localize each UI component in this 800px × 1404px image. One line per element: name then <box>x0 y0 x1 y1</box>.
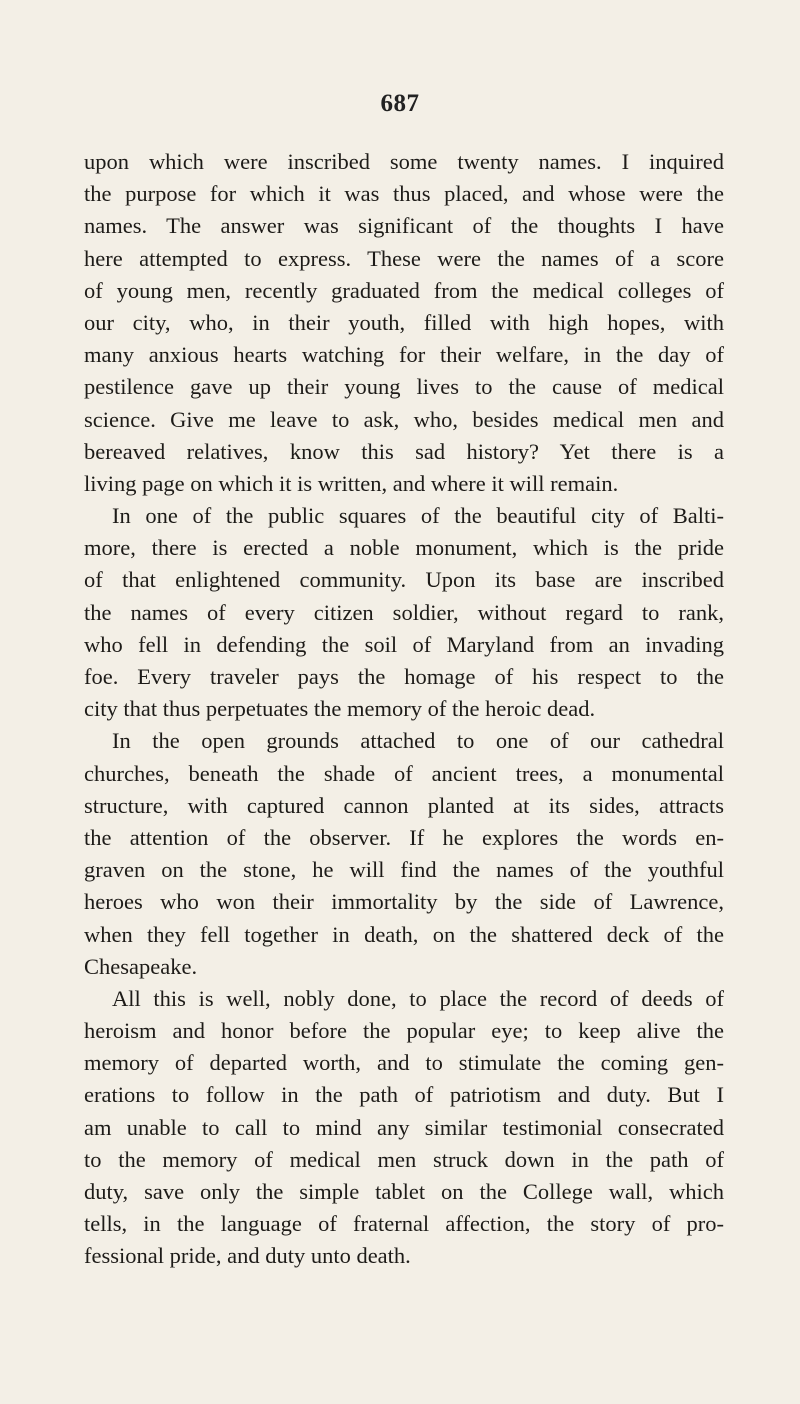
text-line: am unable to call to mind any similar testimonial consecrated <box>84 1114 724 1140</box>
text-line: graven on the stone, he will find the names of the youthful <box>84 857 724 883</box>
text-line: In one of the public squares of the beautiful city of Balti- <box>112 503 724 529</box>
text-line: the names of every citizen soldier, without regard to rank, <box>84 599 724 625</box>
text-line: Chesapeake. <box>84 953 198 979</box>
text-line: the purpose for which it was thus placed, and whose were the <box>84 181 724 207</box>
text-line: of young men, recently graduated from the medical colleges of <box>84 277 724 303</box>
text-line: heroes who won their immortality by the side of Lawrence, <box>84 889 724 915</box>
text-line: the attention of the observer. If he explores the words en- <box>84 824 724 850</box>
text-line: more, there is erected a noble monument, which is the pride <box>84 535 724 561</box>
text-line: heroism and honor before the popular eye; to keep alive the <box>84 1018 724 1044</box>
text-line: our city, who, in their youth, filled with high hopes, with <box>84 309 724 335</box>
text-line: many anxious hearts watching for their welfare, in the day of <box>84 342 724 368</box>
text-line: of that enlightened community. Upon its base are inscribed <box>84 567 724 593</box>
text-line: who fell in defending the soil of Maryland from an invading <box>84 631 724 657</box>
text-line: fessional pride, and duty unto death. <box>84 1243 411 1269</box>
text-line: structure, with captured cannon planted at its sides, attracts <box>84 792 724 818</box>
text-line: erations to follow in the path of patriotism and duty. But I <box>84 1082 724 1108</box>
text-line: to the memory of medical men struck down in the path of <box>84 1146 724 1172</box>
text-line: living page on which it is written, and where it will remain. <box>84 470 619 496</box>
text-line: tells, in the language of fraternal affection, the story of pro- <box>84 1211 724 1237</box>
text-line: bereaved relatives, know this sad history? Yet there is a <box>84 438 724 464</box>
text-line: pestilence gave up their young lives to the cause of medical <box>84 374 724 400</box>
body-text <box>84 146 724 1273</box>
text-line: city that thus perpetuates the memory of the heroic dead. <box>84 696 596 722</box>
page-number: 687 <box>380 90 420 117</box>
text-line: All this is well, nobly done, to place the record of deeds of <box>112 985 724 1011</box>
text-line: here attempted to express. These were the names of a score <box>84 245 724 271</box>
text-line: upon which were inscribed some twenty names. I inquired <box>84 149 724 174</box>
text-line: names. The answer was significant of the thoughts I have <box>84 213 724 239</box>
text-line: memory of departed worth, and to stimulate the coming gen- <box>84 1050 724 1076</box>
text-line: In the open grounds attached to one of our cathedral <box>112 728 724 754</box>
text-line: churches, beneath the shade of ancient trees, a monumental <box>84 760 724 786</box>
text-line: when they fell together in death, on the shattered deck of the <box>84 921 724 947</box>
text-line: duty, save only the simple tablet on the College wall, which <box>84 1179 724 1204</box>
text-line: foe. Every traveler pays the homage of his respect to the <box>84 664 724 689</box>
text-line: science. Give me leave to ask, who, besides medical men and <box>84 406 724 432</box>
